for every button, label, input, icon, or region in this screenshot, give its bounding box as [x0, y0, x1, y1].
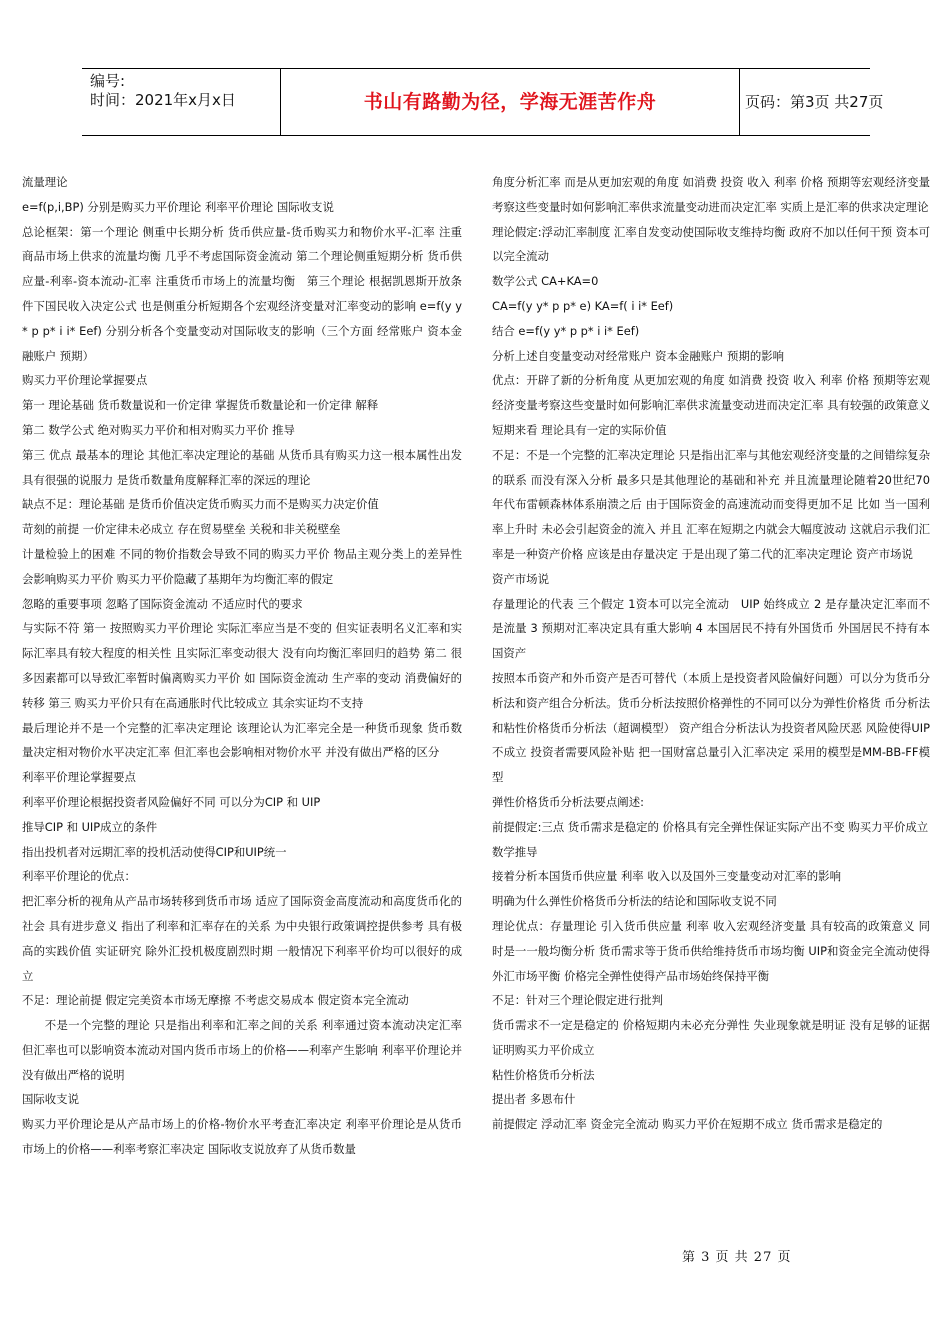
paragraph: 理论假定:浮动汇率制度 汇率自发变动使国际收支维持均衡 政府不加以任何干预 资本可以完全流动 [492, 224, 930, 264]
paragraph: 资产市场说 [492, 571, 549, 586]
paragraph: 缺点不足：理论基础 是货币价值决定货币购买力而不是购买力决定价值 [22, 497, 379, 512]
paragraph: 分析上述自变量变动对经常账户 资本金融账户 预期的影响 [492, 348, 785, 363]
paragraph: 第一 理论基础 货币数量说和一价定律 掌握货币数量论和一价定律 解释 [22, 398, 379, 413]
paragraph: 不足：不是一个完整的汇率决定理论 只是指出汇率与其他宏观经济变量的之间错综复杂的联系 而没有深入分析 最多只是其他理论的基础和补充 并且流量理论随着20世纪70年代布雷顿森林体系崩溃之后 由于国际资金的高速流动而变得更加不足 比如 当一国利率上升时 未必会引起资金的流入 并且 汇率在短期之内就会大幅度波动 这就启示我们汇率是一种资产价格 应该是由存量决定 于是出现了第二代的汇率决定理论 资产市场说 [492, 447, 930, 561]
paragraph: 存量理论的代表 三个假定 1资本可以完全流动 UIP 始终成立 2 是存量决定汇率而不是流量 3 预期对汇率决定具有重大影响 4 本国居民不持有外国货币 外国居民不持有本国资产 [492, 596, 930, 661]
paragraph: 理论优点：存量理论 引入货币供应量 利率 收入宏观经济变量 具有较高的政策意义 同时是一一般均衡分析 货币需求等于货币供给维持货币市场均衡 UIP和资金完全流动使得外汇市场平衡 价格完全弹性使得产品市场始终保持平衡 [492, 918, 930, 983]
header-meta [82, 69, 280, 135]
paragraph: 购买力平价理论是从产品市场上的价格-物价水平考查汇率决定 利率平价理论是从货币市场上的价格——利率考察汇率决定 国际收支说放弃了从货币数量 [22, 1117, 462, 1157]
document-header [82, 69, 884, 135]
paragraph: 按照本币资产和外币资产是否可替代（本质上是投资者风险偏好问题）可以分为货币分析法和资产组合分析法。货币分析法按照价格弹性的不同可以分为弹性价格货 币分析法和粘性价格货币分析法（超调模型） 资产组合分析法认为投资者风险厌恶 风险使得UIP不成立 投资者需要风险补贴 把一国财富总量引入汇率决定 采用的模型是MM-BB-FF模型 [492, 670, 930, 785]
header-motto-cell [280, 69, 740, 135]
left-column [22, 170, 462, 1162]
header-bottom-rule [82, 135, 870, 136]
paragraph: 不是一个完整的理论 只是指出利率和汇率之间的关系 利率通过资本流动决定汇率 但汇率也可以影响资本流动对国内货币市场上的价格——利率产生影响 利率平价理论并没有做出严格的说明 [22, 1018, 462, 1082]
paragraph: 计量检验上的困难 不同的物价指数会导致不同的购买力平价 物品主观分类上的差异性会影响购买力平价 购买力平价隐藏了基期年为均衡汇率的假定 [22, 546, 462, 586]
paragraph: 利率平价理论的优点： [22, 869, 136, 884]
paragraph: 总论框架：第一个理论 侧重中长期分析 货币供应量-货币购买力和物价水平-汇率 注重商品市场上供求的流量均衡 几乎不考虑国际资金流动 第二个理论侧重短期分析 货币供应量-利率-资本流动-汇率 注重货币市场上的流量均衡 第三个理论 根据凯恩斯开放条件下国民收入决定公式 也是侧重分析短期各个宏观经济变量对汇率变动的影响 e=f(y y* p p* i i* Eef) 分别分析各个变量变动对国际收支的影响（三个方面 经常账户 资本金融账户 预期） [22, 224, 462, 363]
paragraph: CA=f(y y* p p* e) KA=f( i i* Eef) [492, 298, 674, 313]
paragraph: 苛刻的前提 一价定律未必成立 存在贸易壁垒 关税和非关税壁垒 [22, 522, 341, 537]
paragraph: 角度分析汇率 而是从更加宏观的角度 如消费 投资 收入 利率 价格 预期等宏观经济变量考察这些变量时如何影响汇率供求流量变动进而决定汇率 实质上是汇率的供求决定理论 [492, 175, 930, 214]
document-number-label: 编号: [90, 72, 126, 90]
paragraph: 第二 数学公式 绝对购买力平价和相对购买力平价 推导 [22, 422, 295, 437]
paragraph: 指出投机者对远期汇率的投机活动使得CIP和UIP统一 [22, 844, 287, 859]
paragraph: 把汇率分析的视角从产品市场转移到货币市场 适应了国际资金高度流动和高度货币化的社会 具有进步意义 指出了利率和汇率存在的关系 为中央银行政策调控提供参考 具有极高的实践价值 实证研究 除外汇投机极度剧烈时期 一般情况下利率平价均可以很好的成立 [22, 894, 462, 983]
paragraph: 货币需求不一定是稳定的 价格短期内未必充分弹性 失业现象就是明证 没有足够的证据证明购买力平价成立 [492, 1018, 930, 1057]
paragraph: e=f(p,i,BP) 分别是购买力平价理论 利率平价理论 国际收支说 [22, 199, 334, 214]
paragraph: 前提假定:三点 货币需求是稳定的 价格具有完全弹性保证实际产出不变 购买力平价成立 [492, 819, 929, 834]
paragraph: 忽略的重要事项 忽略了国际资金流动 不适应时代的要求 [22, 596, 303, 611]
right-column [492, 170, 930, 1137]
paragraph: 明确为什么弹性价格货币分析法的结论和国际收支说不同 [492, 894, 777, 909]
paragraph: 接着分析本国货币供应量 利率 收入以及国外三变量变动对汇率的影响 [492, 869, 841, 884]
header-page-number: 页码：第3页 共27页 [745, 93, 884, 111]
paragraph: 粘性价格货币分析法 [492, 1067, 595, 1082]
paragraph: 第三 优点 最基本的理论 其他汇率决定理论的基础 从货币具有购买力这一根本属性出发 具有很强的说服力 是货币数量角度解释汇率的深远的理论 [22, 447, 462, 487]
paragraph: 不足：理论前提 假定完美资本市场无摩擦 不考虑交易成本 假定资本完全流动 [22, 993, 409, 1008]
paragraph: 不足：针对三个理论假定进行批判 [492, 993, 663, 1008]
paragraph: 优点：开辟了新的分析角度 从更加宏观的角度 如消费 投资 收入 利率 价格 预期等宏观经济变量考察这些变量时如何影响汇率供求流量变动进而决定汇率 具有较强的政策意义 短期来看 理论具有一定的实际价值 [492, 373, 930, 437]
paragraph: 利率平价理论根据投资者风险偏好不同 可以分为CIP 和 UIP [22, 794, 321, 809]
paragraph: 前提假定 浮动汇率 资金完全流动 购买力平价在短期不成立 货币需求是稳定的 [492, 1117, 883, 1132]
paragraph: 流量理论 [22, 175, 68, 189]
header-motto: 书山有路勤为径，学海无涯苦作舟 [363, 91, 657, 113]
paragraph: 结合 e=f(y y* p p* i i* Eef) [492, 323, 640, 338]
paragraph: 数学公式 CA+KA=0 [492, 274, 599, 289]
header-page-cell [739, 69, 884, 135]
paragraph: 利率平价理论掌握要点 [22, 770, 136, 785]
document-time-label: 时间：2021年x月x日 [90, 91, 236, 109]
paragraph: 最后理论并不是一个完整的汇率决定理论 该理论认为汇率完全是一种货币现象 货币数量决定相对物价水平决定汇率 但汇率也会影响相对物价水平 并没有做出严格的区分 [22, 720, 462, 760]
page-footer-number: 第 3 页 共 27 页 [682, 1250, 792, 1265]
paragraph: 数学推导 [492, 844, 538, 859]
paragraph: 提出者 多恩布什 [492, 1092, 576, 1107]
paragraph: 与实际不符 第一 按照购买力平价理论 实际汇率应当是不变的 但实证表明名义汇率和实际汇率具有较大程度的相关性 且实际汇率变动很大 没有向均衡汇率回归的趋势 第二 很多因素都可以导致汇率暂时偏离购买力平价 如 国际资金流动 生产率的变动 消费偏好的转移 第三 购买力平价只有在高通胀时代比较成立 其余实证均不支持 [22, 621, 462, 710]
paragraph: 推导CIP 和 UIP成立的条件 [22, 819, 158, 834]
paragraph: 弹性价格货币分析法要点阐述: [492, 794, 644, 809]
paragraph: 购买力平价理论掌握要点 [22, 373, 148, 388]
paragraph: 国际收支说 [22, 1092, 79, 1107]
